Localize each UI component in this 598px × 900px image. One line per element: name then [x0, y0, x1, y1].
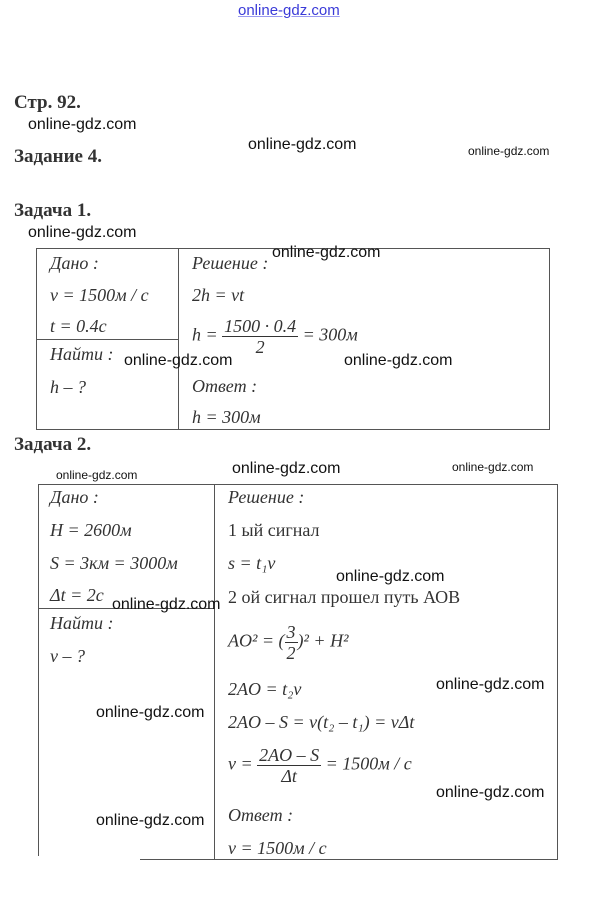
- watermark: online-gdz.com: [272, 244, 381, 261]
- solution-line: 2 ой сигнал прошел путь АОВ: [228, 587, 461, 607]
- watermark: online-gdz.com: [112, 596, 221, 613]
- solution-line: 1 ый сигнал: [228, 520, 320, 540]
- watermark: online-gdz.com: [344, 352, 453, 369]
- find-label: Найти :: [50, 613, 114, 633]
- given-value: H = 2600м: [50, 520, 132, 540]
- given-value: S = 3км = 3000м: [50, 553, 178, 573]
- watermark-top[interactable]: online-gdz.com: [238, 2, 340, 19]
- answer-value: h = 300м: [192, 407, 261, 427]
- given-value: Δt = 2с: [50, 585, 104, 605]
- equation-fraction: v = $\frac{2AO - S}{\Delta t}$ = 1500м / с: [228, 745, 412, 786]
- equation-fraction: h = $\frac{1500 \cdot 0.4}{2}$ = 300м: [192, 316, 358, 357]
- equation-fraction: AO² = ( $\frac{3}{2}$ )² + H²: [228, 622, 349, 663]
- watermark: online-gdz.com: [28, 116, 137, 133]
- page-reference: Стр. 92.: [14, 92, 81, 113]
- find-value: h – ?: [50, 377, 86, 397]
- watermark: online-gdz.com: [56, 468, 138, 482]
- problem1-title: Задача 1.: [14, 200, 92, 221]
- equation: 2h = vt: [192, 285, 245, 305]
- watermark: online-gdz.com: [336, 568, 445, 585]
- find-value: v – ?: [50, 646, 85, 666]
- answer-label: Ответ :: [228, 805, 294, 825]
- watermark: online-gdz.com: [452, 460, 534, 474]
- answer-value: v = 1500м / с: [228, 838, 327, 858]
- watermark: online-gdz.com: [96, 812, 205, 829]
- equation: 2AO = t₂v: [228, 679, 302, 699]
- solution-label: Решение :: [228, 487, 305, 507]
- given-label: Дано :: [50, 487, 99, 507]
- watermark: online-gdz.com: [436, 784, 545, 801]
- watermark: online-gdz.com: [96, 704, 205, 721]
- find-label: Найти :: [50, 344, 114, 364]
- watermark: online-gdz.com: [232, 460, 341, 477]
- given-value: t = 0.4с: [50, 316, 107, 336]
- solution-label: Решение :: [192, 253, 269, 273]
- equation: 2AO – S = v(t₂ – t₁) = vΔt: [228, 712, 415, 732]
- answer-label: Ответ :: [192, 376, 258, 396]
- watermark: online-gdz.com: [28, 224, 137, 241]
- equation: s = t₁v: [228, 553, 276, 573]
- watermark: online-gdz.com: [248, 136, 357, 153]
- watermark: online-gdz.com: [436, 676, 545, 693]
- watermark: online-gdz.com: [124, 352, 233, 369]
- watermark: online-gdz.com: [468, 144, 550, 158]
- given-label: Дано :: [50, 253, 99, 273]
- task-heading: Задание 4.: [14, 146, 102, 167]
- given-value: v = 1500м / с: [50, 285, 149, 305]
- problem2-title: Задача 2.: [14, 434, 92, 455]
